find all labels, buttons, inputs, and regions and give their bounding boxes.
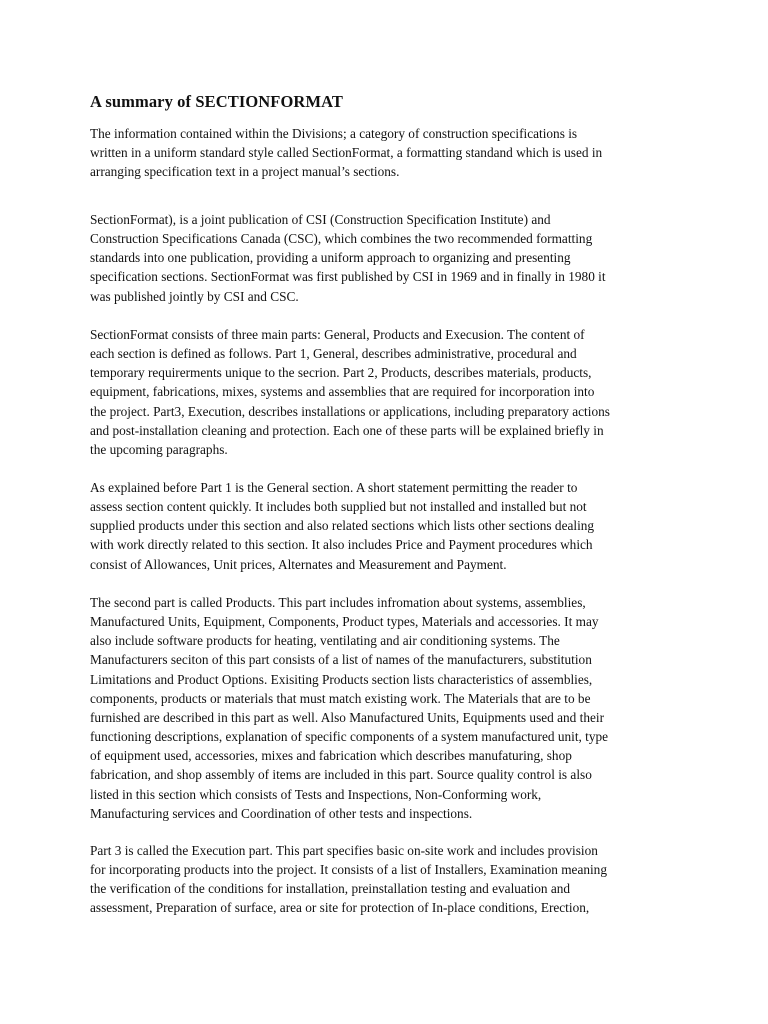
text-line: standards into one publication, providing a uniform approach to organizing and presenting [90, 250, 571, 266]
text-line: and post-installation cleaning and protection. Each one of these parts will be explained briefly in [90, 422, 604, 438]
text-line: components, products or materials that must match existing work. The Materials that are to be [90, 690, 591, 706]
text-line: the upcoming paragraphs. [90, 441, 228, 457]
text-line: Manufacturers seciton of this part consists of a list of names of the manufacturers, substitution [90, 652, 592, 668]
text-line: supplied products under this section and also related sections which lists other sections dealing [90, 518, 595, 534]
text-line: the project. Part3, Execution, describes installations or applications, including preparatory actions [90, 403, 610, 419]
text-line: also include software products for heating, ventilating and air conditioning systems. The [90, 633, 560, 649]
text-line: functioning descriptions, explanation of specific components of a system manufactured unit, type [90, 729, 609, 745]
text-line: each section is defined as follows. Part 1, General, describes administrative, procedural and [90, 346, 577, 362]
text-line: specification sections. SectionFormat was first published by CSI in 1969 and in finally in 1980 it [90, 269, 606, 285]
text-line: fabrication, and shop assembly of items are included in this part. Source quality control is also [90, 767, 592, 783]
text-line: Manufacturing services and Coordination of other tests and inspections. [90, 805, 473, 821]
paragraph-intro [90, 124, 690, 181]
paragraph-part-3 [90, 841, 690, 918]
text-line: Limitations and Product Options. Exisiting Products section lists characteristics of assemblies, [90, 671, 593, 687]
text-line: SectionFormat), is a joint publication of CSI (Construction Specification Institute) and [90, 212, 551, 227]
text-line: The information contained within the Divisions; a category of construction specifications is [90, 126, 578, 141]
paragraph-part-1 [90, 478, 690, 574]
text-line: of equipment used, accessories, mixes and fabrication which describes manufaturing, shop [90, 748, 572, 764]
text-line: Manufactured Units, Equipment, Components, Product types, Materials and accessories. It may [90, 614, 599, 630]
text-line: was published jointly by CSI and CSC. [90, 288, 299, 304]
text-line: written in a uniform standard style called SectionFormat, a formatting standand which is used in [90, 145, 603, 161]
text-line: The second part is called Products. This part includes infromation about systems, assemblies, [90, 595, 586, 610]
text-line: assess section content quickly. It includes both supplied but not installed and installed but not [90, 499, 587, 515]
text-line: furnished are described in this part as well. Also Manufactured Units, Equipments used and their [90, 709, 605, 725]
text-line: temporary requirerments unique to the secrion. Part 2, Products, describes materials, products, [90, 365, 592, 381]
text-line: consist of Allowances, Unit prices, Alternates and Measurement and Payment. [90, 556, 507, 572]
text-line: the verification of the conditions for installation, preinstallation testing and evaluation and [90, 881, 571, 897]
text-line: arranging specification text in a project manual’s sections. [90, 164, 400, 180]
text-line: listed in this section which consists of Tests and Inspections, Non-Conforming work, [90, 786, 542, 802]
document-title: A summary of SECTIONFORMAT [90, 92, 344, 111]
text-line: As explained before Part 1 is the General section. A short statement permitting the reader to [90, 480, 578, 495]
text-line: SectionFormat consists of three main parts: General, Products and Execusion. The content of [90, 327, 585, 342]
text-line: Part 3 is called the Execution part. This part specifies basic on-site work and includes provision [90, 843, 598, 858]
paragraph-part-2 [90, 593, 690, 823]
text-line: for incorporating products into the project. It consists of a list of Installers, Examination meaning [90, 862, 607, 878]
paragraph-publication [90, 210, 690, 306]
text-line: Construction Specifications Canada (CSC), which combines the two recommended formatting [90, 231, 593, 247]
text-line: assessment, Preparation of surface, area or site for protection of In-place conditions, Erection, [90, 900, 590, 916]
paragraph-three-parts [90, 325, 690, 459]
text-line: equipment, fabrications, mixes, systems and assemblies that are required for incorporation into [90, 384, 595, 400]
text-line: with work directly related to this section. It also includes Price and Payment procedures which [90, 537, 593, 553]
